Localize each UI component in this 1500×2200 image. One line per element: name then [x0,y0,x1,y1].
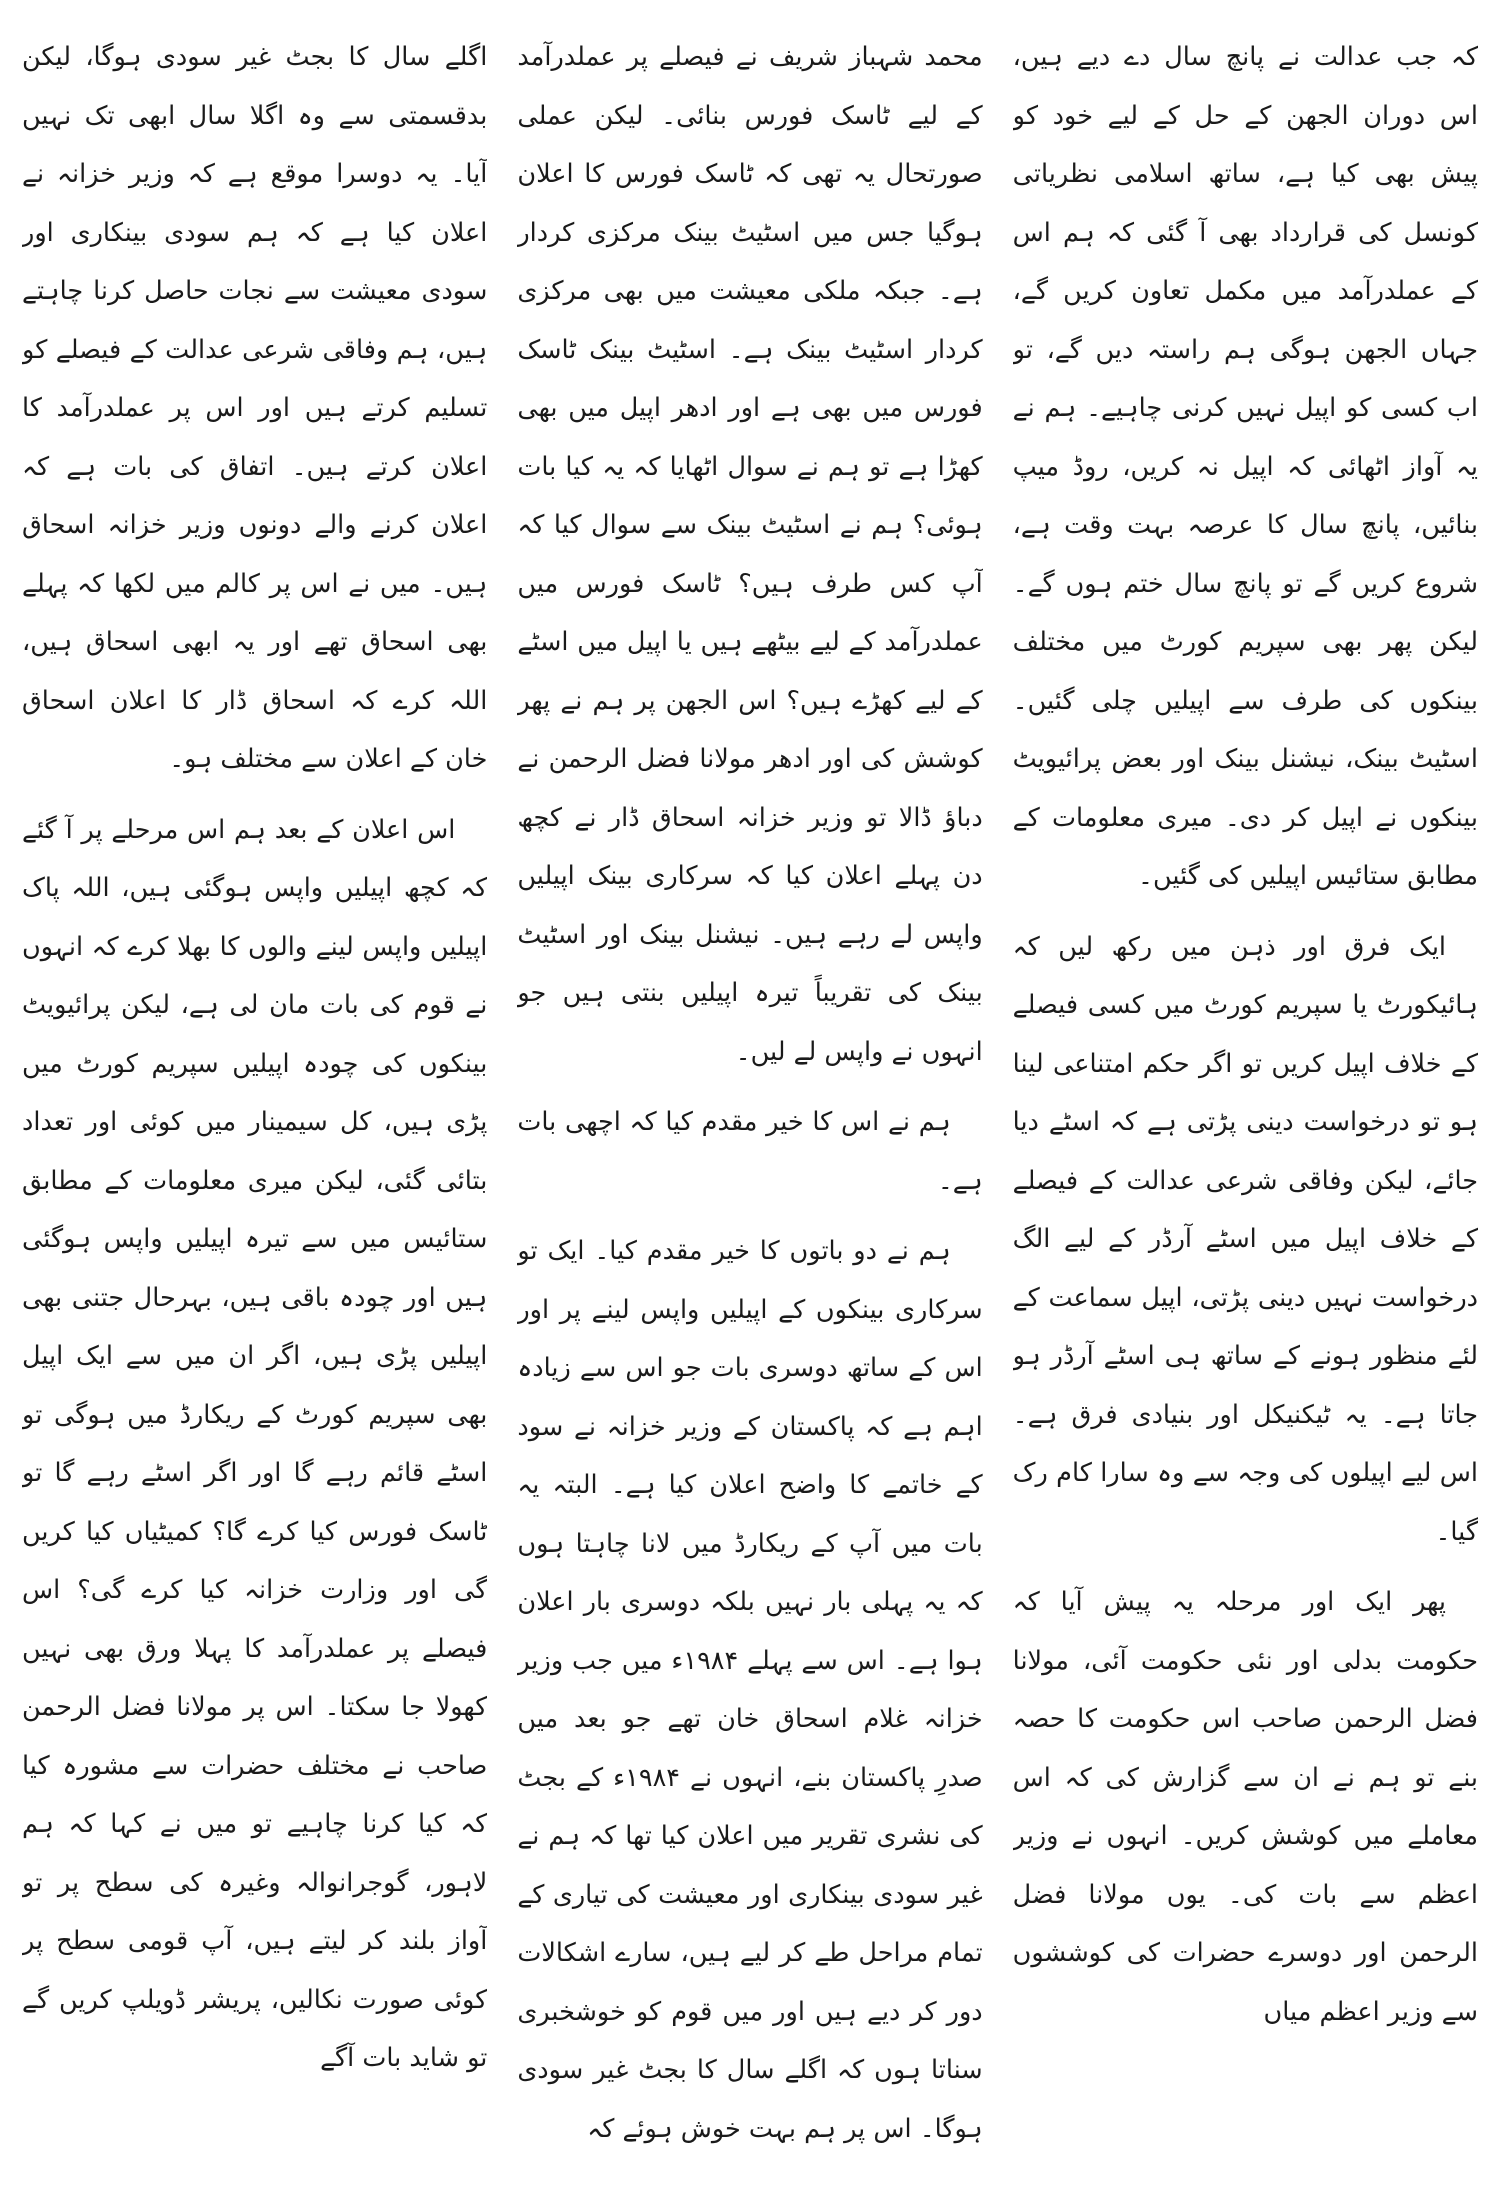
text-column-middle [517,28,982,2180]
paragraph: پھر ایک اور مرحلہ یہ پیش آیا کہ حکومت بدلی اور نئی حکومت آئی، مولانا فضل الرحمن صاحب اس حکومت کا حصہ بنے تو ہم نے ان سے گزارش کی کہ اس معاملے میں کوشش کریں۔ انہوں نے وزیر اعظم سے بات کی۔ یوں مولانا فضل الرحمن اور دوسرے حضرات کی کوششوں سے وزیر اعظم میاں [1012,1587,1478,2027]
text-column-right [1013,28,1478,2180]
paragraph: ایک فرق اور ذہن میں رکھ لیں کہ ہائیکورٹ یا سپریم کورٹ میں کسی فیصلے کے خلاف اپیل کریں تو اگر حکم امتناعی لینا ہو تو درخواست دینی پڑتی ہے کہ اسٹے دیا جائے، لیکن وفاقی شرعی عدالت کے فیصلے کے خلاف اپیل میں اسٹے آرڈر کے لیے الگ درخواست نہیں دینی پڑتی، اپیل سماعت کے لئے منظور ہونے کے ساتھ ہی اسٹے آرڈر ہو جاتا ہے۔ یہ ٹیکنیکل اور بنیادی فرق ہے۔ اس لیے اپیلوں کی وجہ سے وہ سارا کام رک گیا۔ [1012,931,1478,1547]
paragraph: ہم نے دو باتوں کا خیر مقدم کیا۔ ایک تو سرکاری بینکوں کے اپیلیں واپس لینے پر اور اس کے ساتھ دوسری بات جو اس سے زیادہ اہم ہے کہ پاکستان کے وزیر خزانہ نے سود کے خاتمے کا واضح اعلان کیا ہے۔ البتہ یہ بات میں آپ کے ریکارڈ میں لانا چاہتا ہوں کہ یہ پہلی بار نہیں بلکہ دوسری بار اعلان ہوا ہے۔ اس سے پہلے ۱۹۸۴ء میں جب وزیر خزانہ غلام اسحاق خان تھے جو بعد میں صدرِ پاکستان بنے، انہوں نے ۱۹۸۴ء کے بجٹ کی نشری تقریر میں اعلان کیا تھا کہ ہم نے غیر سودی بینکاری اور معیشت کی تیاری کے تمام مراحل طے کر لیے ہیں، سارے اشکالات دور کر دیے ہیں اور میں قوم کو خوشخبری سناتا ہوں کہ اگلے سال کا بجٹ غیر سودی ہوگا۔ اس پر ہم بہت خوش ہوئے کہ [517,1236,983,2144]
paragraph: محمد شہباز شریف نے فیصلے پر عملدرآمد کے لیے ٹاسک فورس بنائی۔ لیکن عملی صورتحال یہ تھی کہ ٹاسک فورس کا اعلان ہوگیا جس میں اسٹیٹ بینک مرکزی کردار ہے۔ جبکہ ملکی معیشت میں بھی مرکزی کردار اسٹیٹ بینک ہے۔ اسٹیٹ بینک ٹاسک فورس میں بھی ہے اور ادھر اپیل میں بھی کھڑا ہے تو ہم نے سوال اٹھایا کہ یہ کیا بات ہوئی؟ ہم نے اسٹیٹ بینک سے سوال کیا کہ آپ کس طرف ہیں؟ ٹاسک فورس میں عملدرآمد کے لیے بیٹھے ہیں یا اپیل میں اسٹے کے لیے کھڑے ہیں؟ اس الجھن پر ہم نے پھر کوشش کی اور ادھر مولانا فضل الرحمن نے دباؤ ڈالا تو وزیر خزانہ اسحاق ڈار نے کچھ دن پہلے اعلان کیا کہ سرکاری بینک اپیلیں واپس لے رہے ہیں۔ نیشنل بینک اور اسٹیٹ بینک کی تقریباً تیرہ اپیلیں بنتی ہیں جو انہوں نے واپس لے لیں۔ [517,42,983,1067]
paragraph: اس اعلان کے بعد ہم اس مرحلے پر آ گئے کہ کچھ اپیلیں واپس ہوگئی ہیں، اللہ پاک اپیلیں واپس لینے والوں کا بھلا کرے کہ انہوں نے قوم کی بات مان لی ہے، لیکن پرائیویٹ بینکوں کی چودہ اپیلیں سپریم کورٹ میں پڑی ہیں، کل سیمینار میں کوئی اور تعداد بتائی گئی، لیکن میری معلومات کے مطابق ستائیس میں سے تیرہ اپیلیں واپس ہوگئی ہیں اور چودہ باقی ہیں، بہرحال جتنی بھی اپیلیں پڑی ہیں، اگر ان میں سے ایک اپیل بھی سپریم کورٹ کے ریکارڈ میں ہوگی تو اسٹے قائم رہے گا اور اگر اسٹے رہے گا تو ٹاسک فورس کیا کرے گا؟ کمیٹیاں کیا کریں گی اور وزارت خزانہ کیا کرے گی؟ اس فیصلے پر عملدرآمد کا پہلا ورق بھی نہیں کھولا جا سکتا۔ اس پر مولانا فضل الرحمن صاحب نے مختلف حضرات سے مشورہ کیا کہ کیا کرنا چاہیے تو میں نے کہا کہ ہم لاہور، گوجرانوالہ وغیرہ کی سطح پر تو آواز بلند کر لیتے ہیں، آپ قومی سطح پر کوئی صورت نکالیں، پریشر ڈویلپ کریں گے تو شاید بات آگے [22,814,488,2073]
paragraph: ہم نے اس کا خیر مقدم کیا کہ اچھی بات ہے۔ [517,1107,983,1196]
text-column-left [22,28,487,2180]
paragraph: کہ جب عدالت نے پانچ سال دے دیے ہیں، اس دوران الجھن کے حل کے لیے خود کو پیش بھی کیا ہے، ساتھ اسلامی نظریاتی کونسل کی قرارداد بھی آ گئی کہ ہم اس کے عملدرآمد میں مکمل تعاون کریں گے، جہاں الجھن ہوگی ہم راستہ دیں گے، تو اب کسی کو اپیل نہیں کرنی چاہیے۔ ہم نے یہ آواز اٹھائی کہ اپیل نہ کریں، روڈ میپ بنائیں، پانچ سال کا عرصہ بہت وقت ہے، شروع کریں گے تو پانچ سال ختم ہوں گے۔ لیکن پھر بھی سپریم کورٹ میں مختلف بینکوں کی طرف سے اپیلیں چلی گئیں۔ اسٹیٹ بینک، نیشنل بینک اور بعض پرائیویٹ بینکوں نے اپیل کر دی۔ میری معلومات کے مطابق ستائیس اپیلیں کی گئیں۔ [1012,42,1478,891]
paragraph: اگلے سال کا بجٹ غیر سودی ہوگا، لیکن بدقسمتی سے وہ اگلا سال ابھی تک نہیں آیا۔ یہ دوسرا موقع ہے کہ وزیر خزانہ نے اعلان کیا ہے کہ ہم سودی بینکاری اور سودی معیشت سے نجات حاصل کرنا چاہتے ہیں، ہم وفاقی شرعی عدالت کے فیصلے کو تسلیم کرتے ہیں اور اس پر عملدرآمد کا اعلان کرتے ہیں۔ اتفاق کی بات ہے کہ اعلان کرنے والے دونوں وزیر خزانہ اسحاق ہیں۔ میں نے اس پر کالم میں لکھا کہ پہلے بھی اسحاق تھے اور یہ ابھی اسحاق ہیں، اللہ کرے کہ اسحاق ڈار کا اعلان اسحاق خان کے اعلان سے مختلف ہو۔ [22,42,488,774]
